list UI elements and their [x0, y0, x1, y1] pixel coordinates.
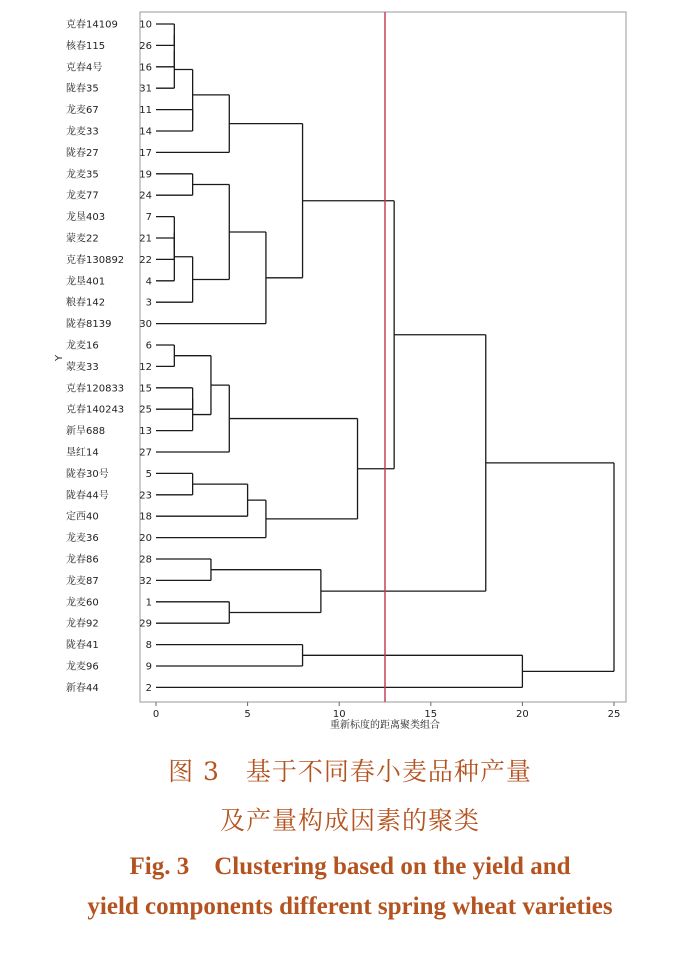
leaf-name-label: 垦红14	[66, 447, 99, 459]
leaf-name-label: 克春140243	[66, 404, 125, 416]
leaf-name-label: 龙麦33	[66, 126, 99, 138]
leaf-id-label: 21	[139, 233, 152, 245]
leaf-id-label: 11	[139, 105, 152, 117]
leaf-id-label: 25	[139, 404, 152, 416]
caption-en-line1: Fig. 3 Clustering based on the yield and	[129, 853, 571, 880]
x-tick-label: 15	[424, 709, 438, 720]
x-tick-label: 25	[607, 709, 621, 720]
leaf-name-label: 龙麦67	[66, 105, 99, 117]
leaf-labels	[66, 18, 152, 694]
leaf-id-label: 7	[145, 212, 152, 224]
leaf-name-label: 陇春30号	[66, 468, 109, 480]
leaf-id-label: 1	[145, 597, 152, 609]
x-tick-label: 10	[332, 709, 346, 720]
leaf-id-label: 28	[139, 554, 152, 566]
x-tick-label: 0	[152, 709, 160, 720]
leaf-id-label: 30	[139, 319, 152, 331]
leaf-name-label: 新春44	[66, 682, 99, 694]
leaf-id-label: 12	[139, 361, 152, 373]
leaf-name-label: 龙麦96	[66, 661, 99, 673]
leaf-name-label: 新旱688	[66, 426, 106, 438]
leaf-name-label: 龙麦77	[66, 190, 99, 202]
leaf-name-label: 蒙麦33	[66, 361, 99, 373]
leaf-name-label: 龙麦87	[66, 575, 99, 587]
leaf-name-label: 陇春8139	[66, 319, 112, 331]
leaf-id-label: 26	[139, 40, 152, 52]
leaf-id-label: 19	[139, 169, 152, 181]
leaf-id-label: 17	[139, 147, 152, 159]
leaf-name-label: 龙春86	[66, 554, 99, 566]
x-axis-ticks	[153, 702, 621, 720]
leaf-name-label: 蒙麦22	[66, 233, 99, 245]
leaf-id-label: 27	[139, 447, 152, 459]
x-tick-label: 20	[516, 709, 529, 720]
leaf-id-label: 8	[145, 640, 152, 652]
leaf-id-label: 29	[139, 618, 152, 630]
leaf-id-label: 20	[139, 533, 152, 545]
caption-en-line2: yield components different spring wheat varieties	[87, 893, 613, 920]
x-axis-label: 重新标度的距离聚类组合	[330, 720, 440, 731]
leaf-id-label: 5	[145, 468, 152, 480]
leaf-name-label: 龙麦60	[66, 597, 99, 609]
leaf-id-label: 3	[145, 297, 152, 309]
leaf-id-label: 14	[139, 126, 152, 138]
leaf-name-label: 龙麦16	[66, 340, 99, 352]
leaf-id-label: 16	[139, 62, 152, 74]
leaf-name-label: 粮春142	[66, 297, 106, 309]
leaf-name-label: 核春115	[66, 40, 106, 52]
leaf-id-label: 24	[139, 190, 152, 202]
leaf-id-label: 23	[139, 490, 152, 502]
leaf-name-label: 陇春41	[66, 640, 99, 652]
leaf-id-label: 9	[145, 661, 152, 673]
leaf-name-label: 陇春35	[66, 83, 99, 95]
caption-cn-line1: 图 3 基于不同春小麦品种产量	[168, 757, 532, 786]
leaf-name-label: 龙麦36	[66, 533, 99, 545]
leaf-name-label: 克春14109	[66, 19, 118, 31]
leaf-name-label: 陇春27	[66, 147, 99, 159]
caption-cn-line2: 及产量构成因素的聚类	[219, 806, 480, 835]
leaf-id-label: 22	[139, 254, 152, 266]
leaf-id-label: 31	[139, 83, 152, 95]
leaf-name-label: 克春4号	[66, 62, 103, 74]
leaf-id-label: 4	[145, 276, 152, 288]
leaf-id-label: 2	[145, 682, 152, 694]
leaf-name-label: 龙垦403	[66, 212, 106, 224]
leaf-name-label: 定西40	[66, 511, 99, 523]
leaf-id-label: 6	[145, 340, 152, 352]
y-axis-label: Y	[54, 354, 65, 362]
leaf-name-label: 龙垦401	[66, 276, 106, 288]
leaf-id-label: 15	[139, 383, 152, 395]
leaf-name-label: 克春130892	[66, 254, 125, 266]
leaf-name-label: 龙春92	[66, 618, 99, 630]
leaf-id-label: 18	[139, 511, 152, 523]
plot-frame	[140, 12, 626, 702]
leaf-name-label: 陇春44号	[66, 490, 109, 502]
leaf-id-label: 13	[139, 426, 152, 438]
leaf-name-label: 克春120833	[66, 383, 125, 395]
leaf-id-label: 32	[139, 575, 152, 587]
leaf-name-label: 龙麦35	[66, 169, 99, 181]
leaf-id-label: 10	[139, 19, 152, 31]
x-tick-label: 5	[244, 709, 251, 720]
